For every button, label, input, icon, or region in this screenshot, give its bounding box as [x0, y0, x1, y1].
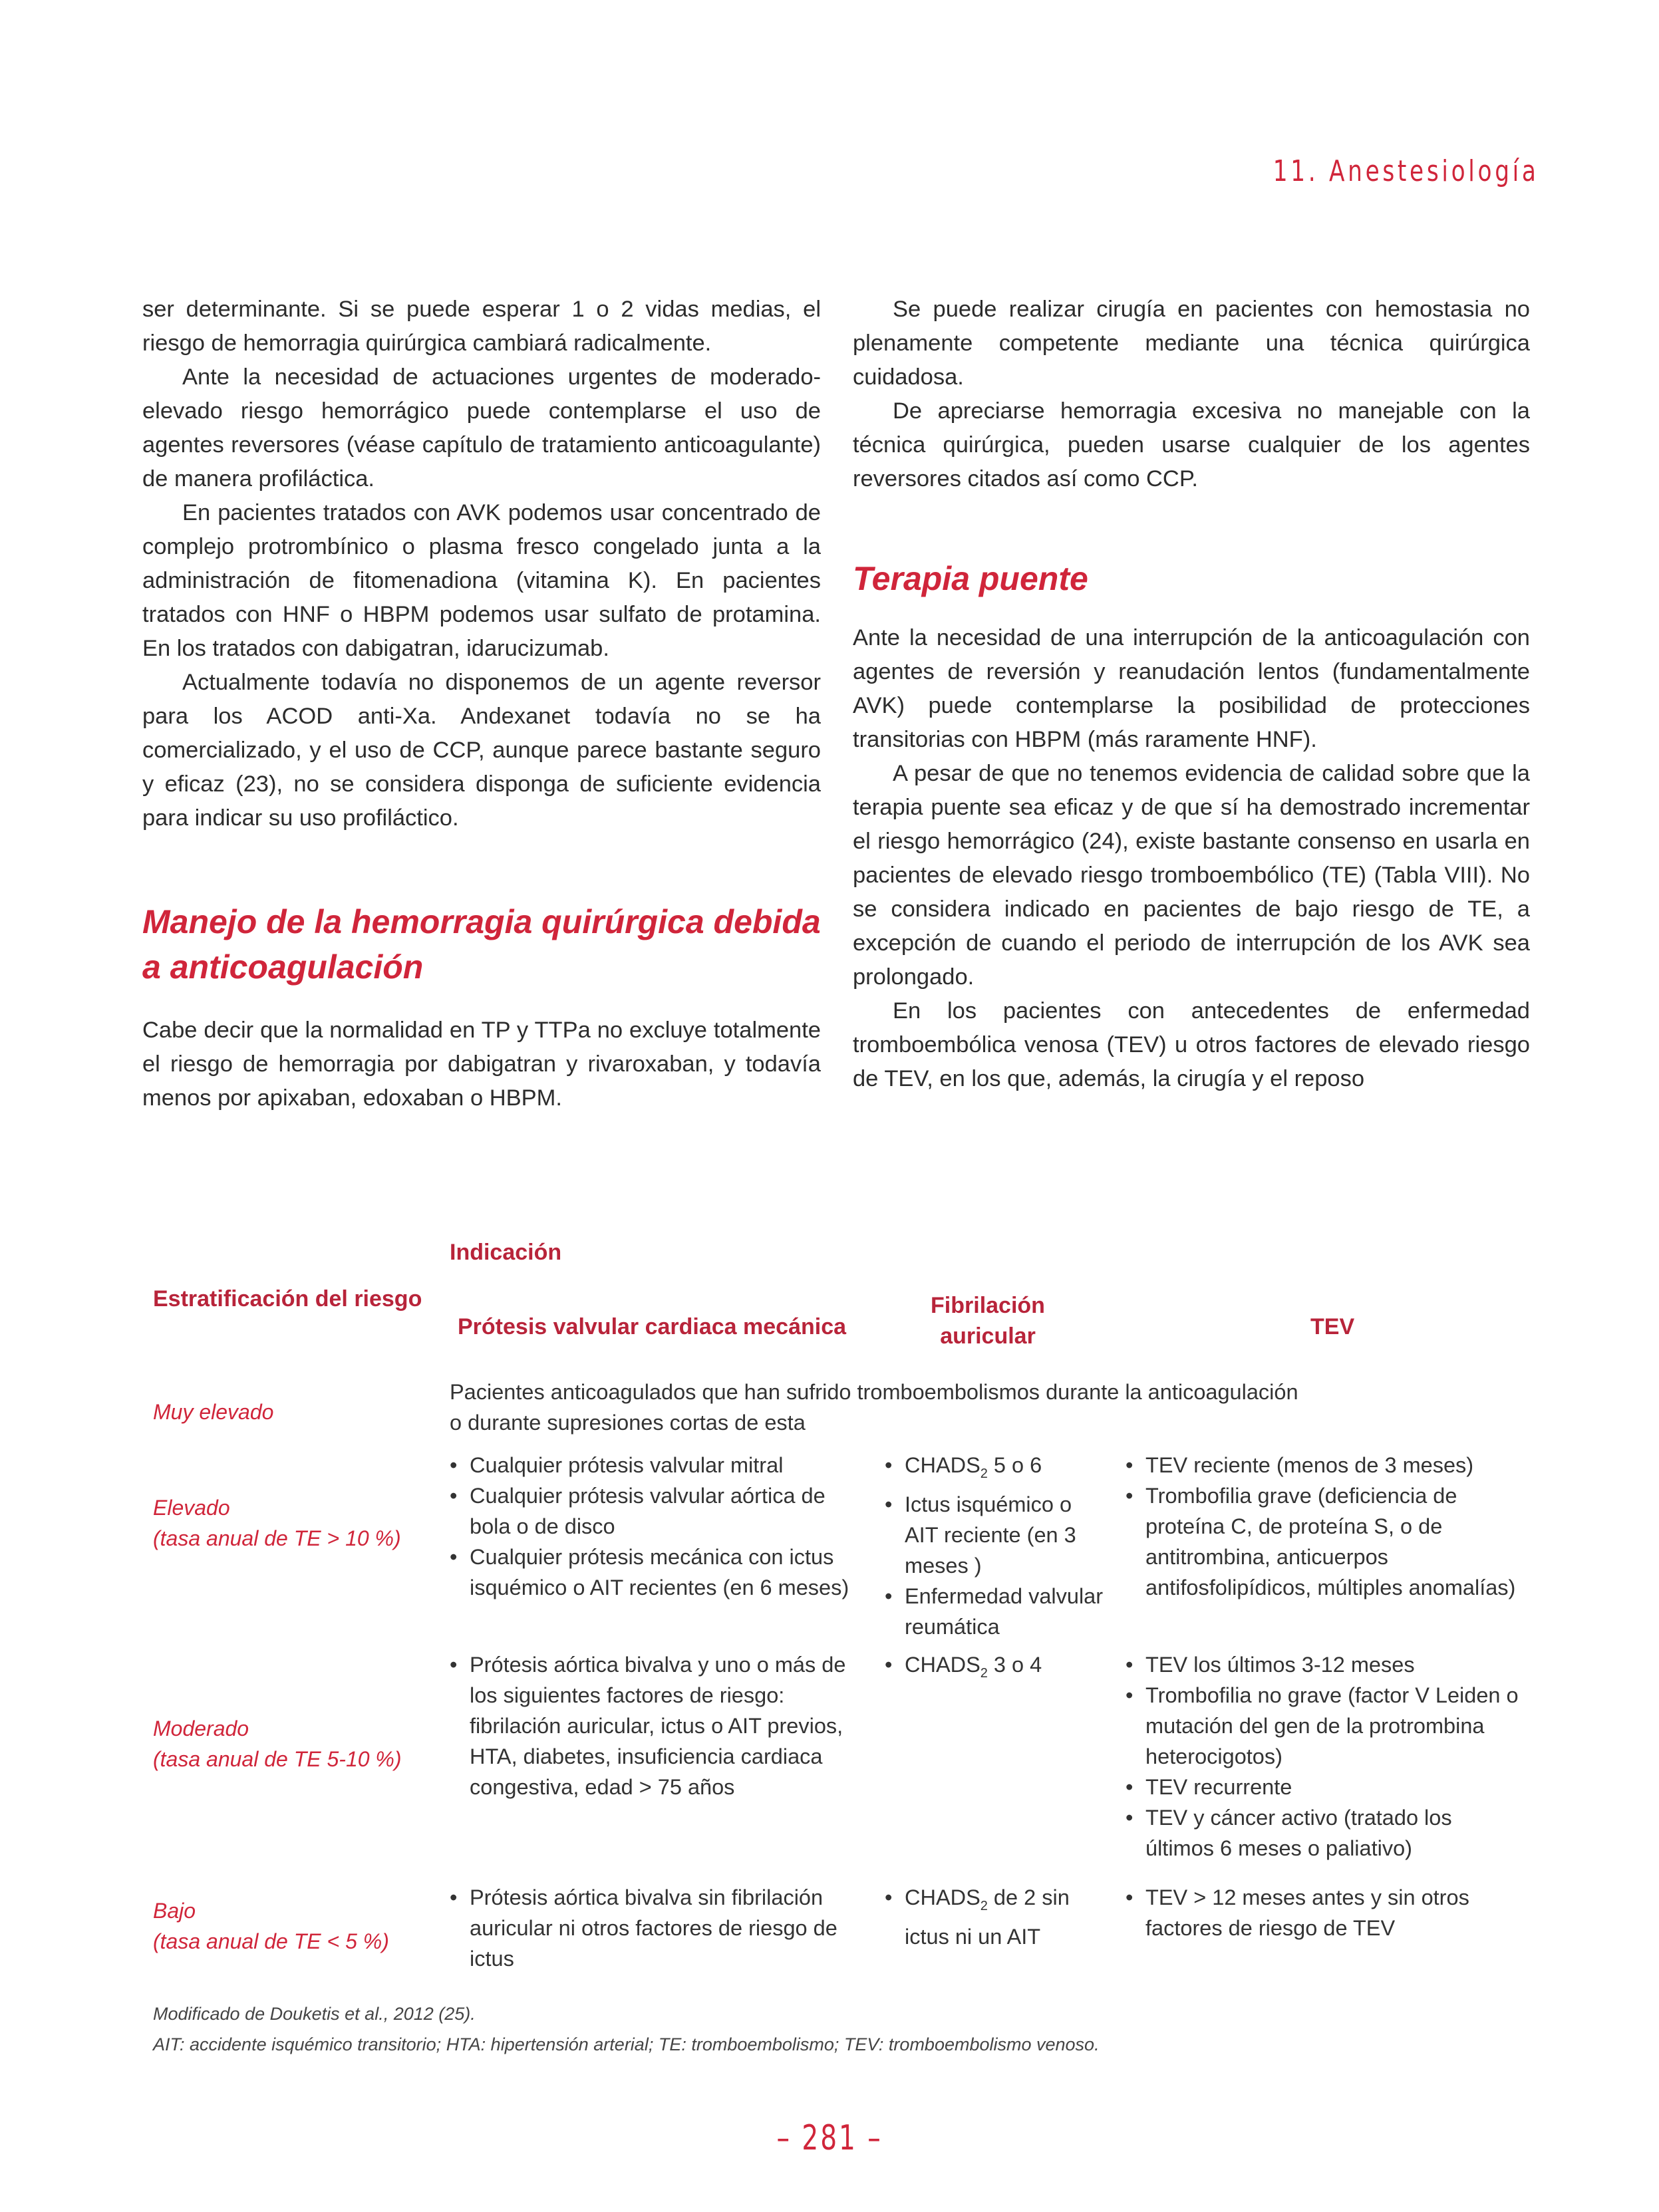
abbreviations-note: AIT: accidente isquémico transitorio; HTA: hipertensión arterial; TE: tromboembolismo; TEV: tromboembolismo venoso. [153, 2034, 1100, 2054]
right-column [853, 293, 1530, 1096]
table-row [153, 1882, 1523, 2002]
chads-subscript: 2 [980, 1466, 988, 1481]
page-number-text: – 281 – [776, 2118, 883, 2158]
row-label-line: Bajo [153, 1899, 196, 1923]
row-label [153, 1895, 389, 1957]
table-row [153, 1377, 1523, 1450]
chads-subscript: 2 [980, 1899, 988, 1913]
tev-cell [1126, 1450, 1525, 1603]
prosthesis-cell [450, 1649, 862, 1802]
row-label-line: (tasa anual de TE 5-10 %) [153, 1747, 402, 1771]
paragraph: ser determinante. Si se puede esperar 1 o 2 vidas medias, el riesgo de hemorragia quirúrgica cambiará radicalmente. [142, 297, 821, 356]
row-label-line: Elevado [153, 1496, 230, 1520]
tev-cell [1126, 1649, 1525, 1864]
list-item: • TEV > 12 meses antes y sin otros factores de riesgo de TEV [1126, 1882, 1525, 1943]
list-item: • Cualquier prótesis mecánica con ictus isquémico o AIT recientes (en 6 meses) [450, 1542, 862, 1603]
paragraph: Actualmente todavía no disponemos de un agente reversor para los ACOD anti-Xa. Andexanet todavía no se ha comercializado, y el uso de CCP, aunque parece bastante seguro y eficaz (23), no se considera disponga de suficiente evidencia para indicar su uso profiláctico. [142, 670, 821, 831]
chads-label: CHADS [905, 1885, 980, 1909]
paragraph: En pacientes tratados con AVK podemos usar concentrado de complejo protrombínico o plasma fresco congelado junta a la administración de fitomenadiona (vitamina K). En pacientes tratados con HNF o HBPM podemos usar sulfato de protamina. En los tratados con dabigatran, idarucizumab. [142, 500, 821, 661]
page-number [0, 2118, 1659, 2158]
header-indication: Indicación [450, 1240, 562, 1265]
row-label [153, 1492, 401, 1554]
header-atrial-fibrillation [911, 1290, 1064, 1351]
row-text-line: o durante supresiones cortas de esta [450, 1411, 806, 1435]
section-heading-terapia-puente: Terapia puente [853, 560, 1088, 597]
tev-cell [1126, 1882, 1525, 1943]
paragraph: A pesar de que no tenemos evidencia de calidad sobre que la terapia puente sea eficaz y de que sí ha demostrado incrementar el riesgo hemorrágico (24), existe bastante consenso en usarla en pacientes de elevado riesgo tromboembólico (TE) (Tabla VIII). No se considera indicado en pacientes de bajo riesgo de TE, a excepción de cuando el periodo de interrupción de los AVK sea prolongado. [853, 761, 1530, 990]
row-label [153, 1713, 402, 1774]
paragraph: De apreciarse hemorragia excesiva no manejable con la técnica quirúrgica, pueden usarse cualquier de los agentes reversores citados así como CCP. [853, 398, 1530, 491]
list-item: • Prótesis aórtica bivalva y uno o más de los siguientes factores de riesgo: fibrilación auricular, ictus o AIT previos, HTA, diabetes, insuficiencia cardiaca congestiva, edad > 75 años [450, 1649, 862, 1802]
table-row [153, 1450, 1523, 1649]
paragraph: En los pacientes con antecedentes de enfermedad tromboembólica venosa (TEV) u otros factores de elevado riesgo de TEV, en los que, además, la cirugía y el reposo [853, 998, 1530, 1091]
prosthesis-cell [450, 1450, 862, 1603]
chapter-header: 11. Anestesiología [1273, 154, 1539, 188]
row-label-line: (tasa anual de TE > 10 %) [153, 1526, 401, 1550]
af-cell [885, 1882, 1104, 1952]
chads-value: 3 o 4 [987, 1653, 1042, 1677]
list-item: • TEV y cáncer activo (tratado los últimos 6 meses o paliativo) [1126, 1802, 1525, 1864]
af-cell [885, 1649, 1104, 1689]
list-item [885, 1450, 1104, 1489]
list-item [885, 1882, 1104, 1952]
source-note: Modificado de Douketis et al., 2012 (25). [153, 2004, 476, 2024]
row-label: Muy elevado [153, 1400, 274, 1424]
header-af-line: Fibrilación [931, 1293, 1045, 1318]
table-header [153, 1237, 1523, 1377]
section-heading-manejo: Manejo de la hemorragia quirúrgica debida a anticoagulación [142, 903, 821, 986]
row-label-line: (tasa anual de TE < 5 %) [153, 1929, 389, 1953]
list-item: • TEV reciente (menos de 3 meses) [1126, 1450, 1525, 1480]
list-item: • Ictus isquémico o AIT reciente (en 3 meses ) [885, 1489, 1104, 1581]
paragraph: Ante la necesidad de actuaciones urgentes de moderado-elevado riesgo hemorrágico puede contemplarse el uso de agentes reversores (véase capítulo de tratamiento anticoagulante) de manera profiláctica. [142, 364, 821, 491]
prosthesis-cell [450, 1882, 862, 1974]
chads-value: 5 o 6 [987, 1453, 1042, 1477]
left-column [142, 293, 821, 1115]
list-item: • Cualquier prótesis valvular aórtica de bola o de disco [450, 1480, 862, 1542]
list-item: • Trombofilia grave (deficiencia de proteína C, de proteína S, o de antitrombina, anticuerpos antifosfolipídicos, múltiples anomalías) [1126, 1480, 1525, 1603]
header-af-line: auricular [940, 1323, 1036, 1349]
list-item: • Trombofilia no grave (factor V Leiden o mutación del gen de la protrombina heterocigotos) [1126, 1680, 1525, 1772]
chads-label: CHADS [905, 1453, 980, 1477]
row-text-line: Pacientes anticoagulados que han sufrido tromboembolismos durante la anticoagulación [450, 1380, 1298, 1404]
chads-subscript: 2 [980, 1666, 988, 1681]
header-prosthesis: Prótesis valvular cardiaca mecánica [458, 1314, 847, 1339]
list-item: • TEV recurrente [1126, 1772, 1525, 1802]
list-item: • Cualquier prótesis valvular mitral [450, 1450, 862, 1480]
paragraph: Se puede realizar cirugía en pacientes con hemostasia no plenamente competente mediante una técnica quirúrgica cuidadosa. [853, 297, 1530, 390]
chads-value: de 2 sin ictus ni un AIT [905, 1885, 1070, 1949]
list-item: • TEV los últimos 3-12 meses [1126, 1649, 1525, 1680]
row-label-line: Moderado [153, 1717, 249, 1740]
row-text [450, 1377, 1541, 1438]
af-cell [885, 1450, 1104, 1642]
table-row [153, 1649, 1523, 1882]
header-tev: TEV [1310, 1314, 1355, 1339]
paragraph: Ante la necesidad de una interrupción de la anticoagulación con agentes de reversión y reanudación lentos (fundamentalmente AVK) puede contemplarse la posibilidad de protecciones transitorias con HBPM (más raramente HNF). [853, 625, 1530, 752]
list-item: • Prótesis aórtica bivalva sin fibrilación auricular ni otros factores de riesgo de ictus [450, 1882, 862, 1974]
list-item [885, 1649, 1104, 1689]
list-item: • Enfermedad valvular reumática [885, 1581, 1104, 1642]
header-risk: Estratificación del riesgo [153, 1286, 422, 1312]
chads-label: CHADS [905, 1653, 980, 1677]
risk-table [153, 1237, 1523, 2002]
paragraph: Cabe decir que la normalidad en TP y TTPa no excluye totalmente el riesgo de hemorragia por dabigatran y rivaroxaban, y todavía menos por apixaban, edoxaban o HBPM. [142, 1018, 821, 1111]
table-notes [153, 1999, 1100, 2060]
